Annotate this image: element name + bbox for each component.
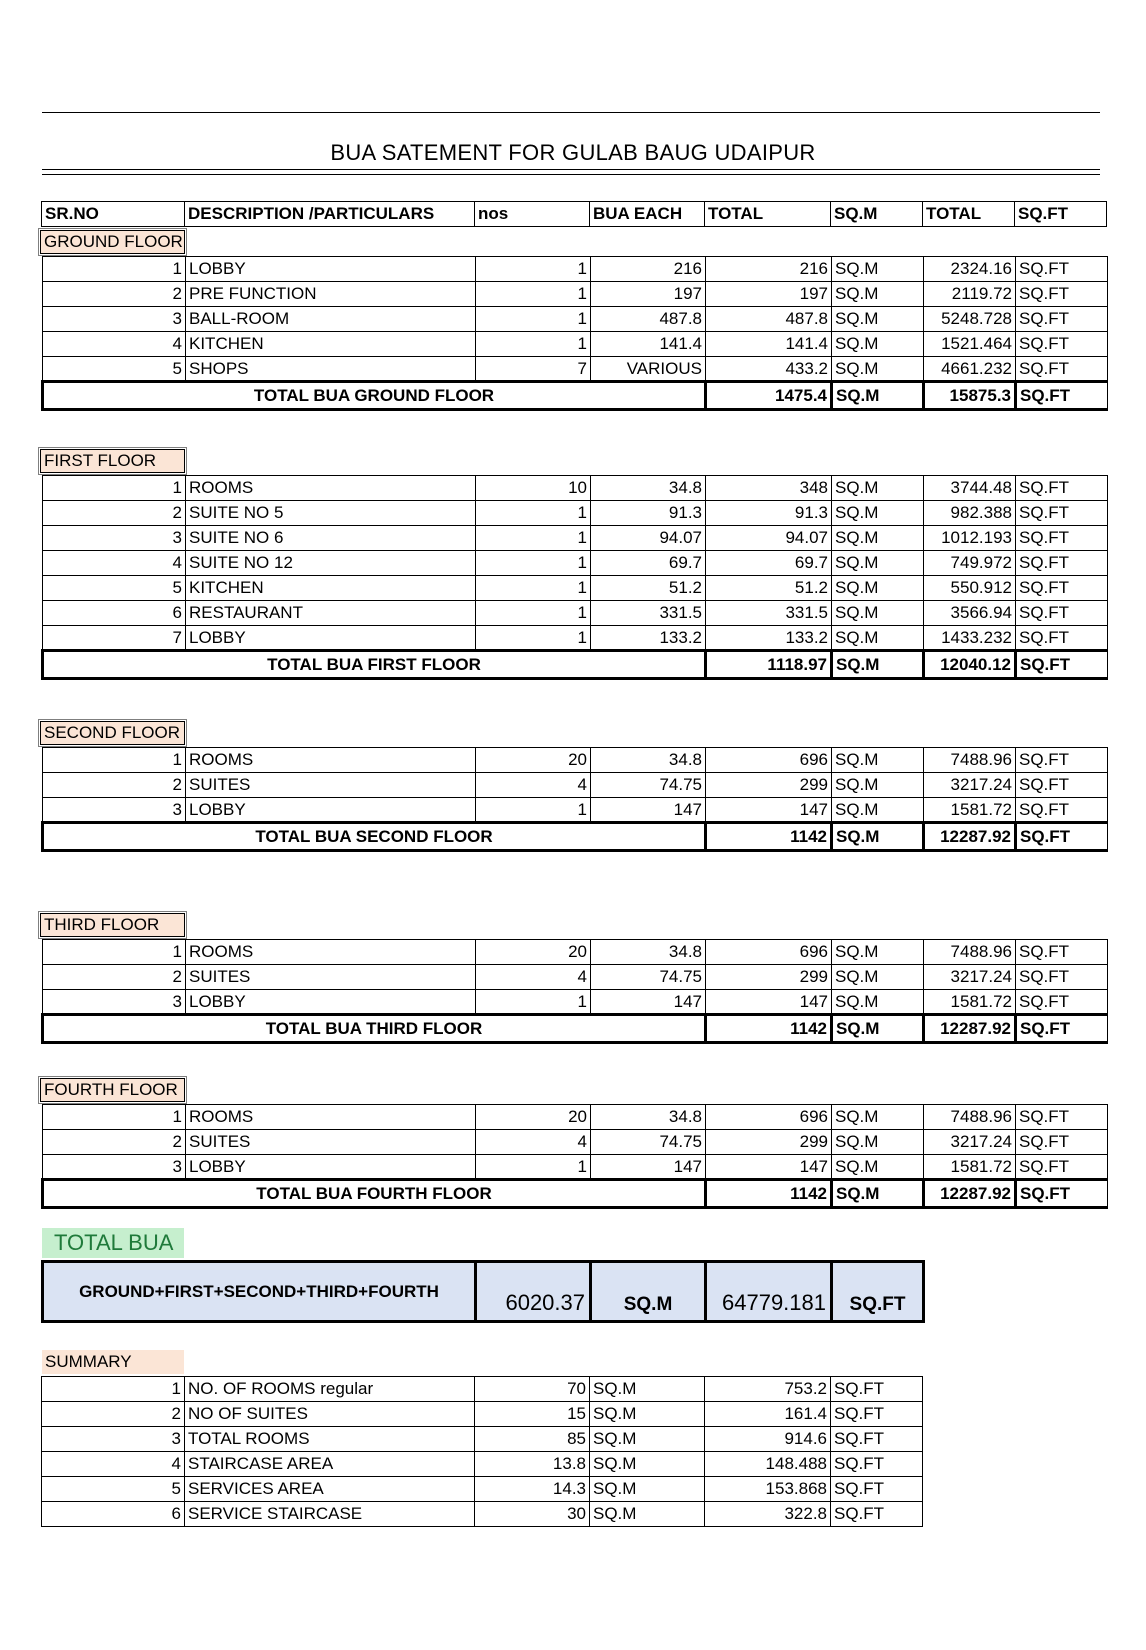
- title-rule-lower: [42, 174, 1100, 175]
- nos-cell: 1: [476, 798, 591, 823]
- sqft-unit-cell: SQ.FT: [1016, 501, 1108, 526]
- table-row: [43, 282, 1108, 307]
- nos-cell: 1: [476, 282, 591, 307]
- sr-no-cell: 1: [43, 748, 186, 773]
- floor-table: [41, 747, 1108, 852]
- header-description: DESCRIPTION /PARTICULARS: [185, 202, 475, 227]
- description-cell: TOTAL ROOMS: [185, 1427, 475, 1452]
- description-cell: SERVICES AREA: [185, 1477, 475, 1502]
- floor-total-sqft-unit: SQ.FT: [1016, 1015, 1108, 1043]
- sqm-unit-cell: SQ.M: [832, 501, 924, 526]
- sqft-value-cell: 753.2: [705, 1377, 831, 1402]
- nos-cell: 20: [476, 1105, 591, 1130]
- nos-cell: 7: [476, 357, 591, 382]
- floor-total-row: [43, 651, 1108, 679]
- nos-cell: 4: [476, 773, 591, 798]
- sqft-unit-cell: SQ.FT: [831, 1427, 923, 1452]
- summary-label: SUMMARY: [42, 1350, 184, 1374]
- nos-cell: 1: [476, 990, 591, 1015]
- nos-cell: 4: [476, 1130, 591, 1155]
- bua-each-cell: 51.2: [591, 576, 706, 601]
- sr-no-cell: 2: [43, 1130, 186, 1155]
- grand-total-sqft: 64779.181: [706, 1262, 832, 1322]
- total-sqft-cell: 3217.24: [924, 773, 1016, 798]
- sr-no-cell: 6: [43, 601, 186, 626]
- sqm-unit-cell: SQ.M: [832, 965, 924, 990]
- sr-no-cell: 3: [43, 798, 186, 823]
- floor-label: SECOND FLOOR: [40, 721, 185, 745]
- description-cell: SUITES: [186, 773, 476, 798]
- sqft-unit-cell: SQ.FT: [1016, 798, 1108, 823]
- sqm-unit-cell: SQ.M: [832, 990, 924, 1015]
- bua-each-cell: 34.8: [591, 1105, 706, 1130]
- bua-each-cell: 141.4: [591, 332, 706, 357]
- total-sqft-cell: 982.388: [924, 501, 1016, 526]
- bua-each-cell: 69.7: [591, 551, 706, 576]
- table-row: [43, 476, 1108, 501]
- sr-no-cell: 1: [42, 1377, 185, 1402]
- sr-no-cell: 1: [43, 1105, 186, 1130]
- sqm-unit-cell: SQ.M: [832, 773, 924, 798]
- floor-total-row: [43, 382, 1108, 410]
- sr-no-cell: 1: [43, 476, 186, 501]
- sr-no-cell: 2: [43, 282, 186, 307]
- nos-cell: 1: [476, 257, 591, 282]
- sr-no-cell: 7: [43, 626, 186, 651]
- sqm-unit-cell: SQ.M: [590, 1402, 705, 1427]
- sqft-unit-cell: SQ.FT: [1016, 1130, 1108, 1155]
- description-cell: SHOPS: [186, 357, 476, 382]
- floor-total-sqm: 1475.4: [706, 382, 832, 410]
- sr-no-cell: 4: [42, 1452, 185, 1477]
- total-sqm-cell: 147: [706, 1155, 832, 1180]
- nos-cell: 1: [476, 626, 591, 651]
- description-cell: LOBBY: [186, 1155, 476, 1180]
- grand-total-sqft-unit: SQ.FT: [832, 1262, 924, 1322]
- floor-total-sqft: 12287.92: [924, 1015, 1016, 1043]
- nos-cell: 1: [476, 576, 591, 601]
- sqm-unit-cell: SQ.M: [832, 257, 924, 282]
- floor-total-sqm-unit: SQ.M: [832, 1015, 924, 1043]
- summary-row: [42, 1377, 923, 1402]
- description-cell: LOBBY: [186, 990, 476, 1015]
- sqm-unit-cell: SQ.M: [832, 282, 924, 307]
- floor-total-label: TOTAL BUA FOURTH FLOOR: [43, 1180, 706, 1208]
- total-sqm-cell: 487.8: [706, 307, 832, 332]
- sqm-unit-cell: SQ.M: [590, 1427, 705, 1452]
- sr-no-cell: 3: [43, 307, 186, 332]
- table-row: [43, 748, 1108, 773]
- table-row: [43, 798, 1108, 823]
- value-cell: 85: [475, 1427, 590, 1452]
- sqft-unit-cell: SQ.FT: [1016, 357, 1108, 382]
- total-sqm-cell: 433.2: [706, 357, 832, 382]
- total-sqft-cell: 1581.72: [924, 990, 1016, 1015]
- sr-no-cell: 5: [43, 357, 186, 382]
- header-srno: SR.NO: [42, 202, 185, 227]
- total-sqft-cell: 1521.464: [924, 332, 1016, 357]
- description-cell: LOBBY: [186, 798, 476, 823]
- floor-total-sqm: 1142: [706, 1015, 832, 1043]
- total-sqft-cell: 3744.48: [924, 476, 1016, 501]
- sqft-unit-cell: SQ.FT: [1016, 476, 1108, 501]
- sqft-unit-cell: SQ.FT: [1016, 307, 1108, 332]
- floor-label: THIRD FLOOR: [40, 913, 185, 937]
- header-total-sqm: TOTAL: [705, 202, 831, 227]
- top-rule: [42, 112, 1100, 113]
- total-sqm-cell: 133.2: [706, 626, 832, 651]
- total-sqm-cell: 696: [706, 748, 832, 773]
- sqft-unit-cell: SQ.FT: [1016, 526, 1108, 551]
- sr-no-cell: 4: [43, 551, 186, 576]
- table-row: [43, 357, 1108, 382]
- floor-total-sqm-unit: SQ.M: [832, 651, 924, 679]
- description-cell: KITCHEN: [186, 332, 476, 357]
- header-bua-each: BUA EACH: [590, 202, 705, 227]
- description-cell: SUITE NO 5: [186, 501, 476, 526]
- header-sqft-unit: SQ.FT: [1015, 202, 1107, 227]
- sqft-unit-cell: SQ.FT: [831, 1452, 923, 1477]
- floor-total-sqft-unit: SQ.FT: [1016, 382, 1108, 410]
- sqm-unit-cell: SQ.M: [832, 576, 924, 601]
- sqft-unit-cell: SQ.FT: [1016, 257, 1108, 282]
- table-row: [43, 576, 1108, 601]
- nos-cell: 20: [476, 940, 591, 965]
- table-row: [43, 1130, 1108, 1155]
- description-cell: BALL-ROOM: [186, 307, 476, 332]
- sqm-unit-cell: SQ.M: [832, 940, 924, 965]
- sqft-unit-cell: SQ.FT: [831, 1377, 923, 1402]
- sr-no-cell: 3: [43, 990, 186, 1015]
- total-sqm-cell: 299: [706, 773, 832, 798]
- table-row: [43, 965, 1108, 990]
- total-sqm-cell: 94.07: [706, 526, 832, 551]
- sqm-unit-cell: SQ.M: [832, 601, 924, 626]
- table-row: [43, 1105, 1108, 1130]
- table-row: [43, 1155, 1108, 1180]
- total-sqm-cell: 299: [706, 1130, 832, 1155]
- sqm-unit-cell: SQ.M: [590, 1502, 705, 1527]
- column-header-row: [41, 201, 1107, 227]
- total-sqft-cell: 1433.232: [924, 626, 1016, 651]
- sqft-value-cell: 322.8: [705, 1502, 831, 1527]
- table-row: [43, 773, 1108, 798]
- total-sqft-cell: 4661.232: [924, 357, 1016, 382]
- bua-each-cell: 34.8: [591, 748, 706, 773]
- grand-total-row: [41, 1260, 925, 1323]
- sqft-unit-cell: SQ.FT: [1016, 601, 1108, 626]
- description-cell: ROOMS: [186, 748, 476, 773]
- total-sqm-cell: 51.2: [706, 576, 832, 601]
- sqft-unit-cell: SQ.FT: [1016, 940, 1108, 965]
- description-cell: ROOMS: [186, 940, 476, 965]
- header-total-sqft: TOTAL: [923, 202, 1015, 227]
- description-cell: LOBBY: [186, 626, 476, 651]
- nos-cell: 1: [476, 601, 591, 626]
- sr-no-cell: 6: [42, 1502, 185, 1527]
- sqm-unit-cell: SQ.M: [832, 1130, 924, 1155]
- grand-total-description: GROUND+FIRST+SECOND+THIRD+FOURTH: [43, 1262, 476, 1322]
- total-sqft-cell: 3217.24: [924, 1130, 1016, 1155]
- total-sqft-cell: 2119.72: [924, 282, 1016, 307]
- summary-row: [42, 1452, 923, 1477]
- floor-total-label: TOTAL BUA GROUND FLOOR: [43, 382, 706, 410]
- total-sqft-cell: 2324.16: [924, 257, 1016, 282]
- sqm-unit-cell: SQ.M: [832, 1105, 924, 1130]
- total-sqft-cell: 749.972: [924, 551, 1016, 576]
- bua-each-cell: 94.07: [591, 526, 706, 551]
- description-cell: LOBBY: [186, 257, 476, 282]
- nos-cell: 10: [476, 476, 591, 501]
- table-row: [43, 990, 1108, 1015]
- bua-each-cell: VARIOUS: [591, 357, 706, 382]
- floor-total-sqm: 1142: [706, 1180, 832, 1208]
- total-sqft-cell: 1581.72: [924, 1155, 1016, 1180]
- table-row: [43, 601, 1108, 626]
- description-cell: SUITES: [186, 1130, 476, 1155]
- table-row: [43, 257, 1108, 282]
- floor-total-row: [43, 1180, 1108, 1208]
- sqm-unit-cell: SQ.M: [832, 357, 924, 382]
- bua-each-cell: 197: [591, 282, 706, 307]
- sqm-unit-cell: SQ.M: [832, 476, 924, 501]
- sqm-unit-cell: SQ.M: [832, 332, 924, 357]
- description-cell: ROOMS: [186, 476, 476, 501]
- sqft-value-cell: 148.488: [705, 1452, 831, 1477]
- table-row: [43, 551, 1108, 576]
- table-row: [43, 307, 1108, 332]
- value-cell: 13.8: [475, 1452, 590, 1477]
- table-row: [43, 501, 1108, 526]
- sqft-unit-cell: SQ.FT: [831, 1502, 923, 1527]
- floor-table: [41, 256, 1108, 411]
- sr-no-cell: 2: [43, 501, 186, 526]
- grand-total-sqm: 6020.37: [476, 1262, 591, 1322]
- total-sqm-cell: 216: [706, 257, 832, 282]
- sqft-unit-cell: SQ.FT: [1016, 332, 1108, 357]
- sqft-unit-cell: SQ.FT: [1016, 773, 1108, 798]
- nos-cell: 1: [476, 501, 591, 526]
- sr-no-cell: 2: [43, 965, 186, 990]
- value-cell: 70: [475, 1377, 590, 1402]
- nos-cell: 1: [476, 1155, 591, 1180]
- floor-total-sqft: 12287.92: [924, 823, 1016, 851]
- total-sqm-cell: 141.4: [706, 332, 832, 357]
- description-cell: SUITE NO 6: [186, 526, 476, 551]
- description-cell: SERVICE STAIRCASE: [185, 1502, 475, 1527]
- total-sqft-cell: 5248.728: [924, 307, 1016, 332]
- total-sqm-cell: 69.7: [706, 551, 832, 576]
- header-nos: nos: [475, 202, 590, 227]
- value-cell: 14.3: [475, 1477, 590, 1502]
- total-sqm-cell: 299: [706, 965, 832, 990]
- floor-total-sqm-unit: SQ.M: [832, 1180, 924, 1208]
- total-sqft-cell: 3566.94: [924, 601, 1016, 626]
- sr-no-cell: 3: [43, 526, 186, 551]
- sr-no-cell: 3: [42, 1427, 185, 1452]
- nos-cell: 1: [476, 332, 591, 357]
- sqm-unit-cell: SQ.M: [832, 551, 924, 576]
- sr-no-cell: 4: [43, 332, 186, 357]
- sqft-unit-cell: SQ.FT: [1016, 551, 1108, 576]
- bua-each-cell: 34.8: [591, 940, 706, 965]
- floor-table: [41, 1104, 1108, 1209]
- bua-each-cell: 216: [591, 257, 706, 282]
- table-row: [43, 626, 1108, 651]
- sqft-unit-cell: SQ.FT: [831, 1477, 923, 1502]
- nos-cell: 20: [476, 748, 591, 773]
- floor-total-sqm: 1118.97: [706, 651, 832, 679]
- floor-label: FIRST FLOOR: [40, 449, 185, 473]
- sr-no-cell: 1: [43, 940, 186, 965]
- sr-no-cell: 1: [43, 257, 186, 282]
- description-cell: ROOMS: [186, 1105, 476, 1130]
- bua-each-cell: 133.2: [591, 626, 706, 651]
- floor-total-sqft-unit: SQ.FT: [1016, 823, 1108, 851]
- bua-each-cell: 147: [591, 1155, 706, 1180]
- sqft-unit-cell: SQ.FT: [1016, 1155, 1108, 1180]
- value-cell: 15: [475, 1402, 590, 1427]
- sqft-unit-cell: SQ.FT: [831, 1402, 923, 1427]
- floor-total-sqm: 1142: [706, 823, 832, 851]
- floor-total-row: [43, 823, 1108, 851]
- bua-each-cell: 147: [591, 798, 706, 823]
- title-rule-upper: [42, 169, 1100, 170]
- total-sqm-cell: 696: [706, 1105, 832, 1130]
- total-bua-label: TOTAL BUA: [42, 1228, 184, 1258]
- floor-total-sqft-unit: SQ.FT: [1016, 651, 1108, 679]
- total-sqm-cell: 331.5: [706, 601, 832, 626]
- sr-no-cell: 2: [43, 773, 186, 798]
- total-sqft-cell: 550.912: [924, 576, 1016, 601]
- sqm-unit-cell: SQ.M: [590, 1377, 705, 1402]
- sqft-unit-cell: SQ.FT: [1016, 748, 1108, 773]
- bua-each-cell: 34.8: [591, 476, 706, 501]
- table-row: [43, 526, 1108, 551]
- floor-total-row: [43, 1015, 1108, 1043]
- floor-table: [41, 475, 1108, 680]
- floor-total-label: TOTAL BUA SECOND FLOOR: [43, 823, 706, 851]
- sqm-unit-cell: SQ.M: [590, 1452, 705, 1477]
- sr-no-cell: 3: [43, 1155, 186, 1180]
- sqft-value-cell: 914.6: [705, 1427, 831, 1452]
- sr-no-cell: 5: [43, 576, 186, 601]
- floor-total-sqm-unit: SQ.M: [832, 823, 924, 851]
- nos-cell: 1: [476, 526, 591, 551]
- summary-table: [41, 1376, 923, 1527]
- sqm-unit-cell: SQ.M: [832, 748, 924, 773]
- description-cell: KITCHEN: [186, 576, 476, 601]
- sqft-unit-cell: SQ.FT: [1016, 576, 1108, 601]
- table-row: [43, 940, 1108, 965]
- grand-total-sqm-unit: SQ.M: [591, 1262, 706, 1322]
- floor-total-sqft-unit: SQ.FT: [1016, 1180, 1108, 1208]
- total-sqft-cell: 1581.72: [924, 798, 1016, 823]
- summary-row: [42, 1502, 923, 1527]
- floor-total-label: TOTAL BUA FIRST FLOOR: [43, 651, 706, 679]
- floor-label: FOURTH FLOOR: [40, 1078, 185, 1102]
- sqft-unit-cell: SQ.FT: [1016, 282, 1108, 307]
- total-sqm-cell: 91.3: [706, 501, 832, 526]
- value-cell: 30: [475, 1502, 590, 1527]
- summary-row: [42, 1477, 923, 1502]
- nos-cell: 4: [476, 965, 591, 990]
- sqft-unit-cell: SQ.FT: [1016, 626, 1108, 651]
- sr-no-cell: 2: [42, 1402, 185, 1427]
- sqm-unit-cell: SQ.M: [832, 626, 924, 651]
- description-cell: RESTAURANT: [186, 601, 476, 626]
- bua-each-cell: 74.75: [591, 773, 706, 798]
- sr-no-cell: 5: [42, 1477, 185, 1502]
- sqft-value-cell: 153.868: [705, 1477, 831, 1502]
- bua-each-cell: 91.3: [591, 501, 706, 526]
- sqm-unit-cell: SQ.M: [832, 798, 924, 823]
- total-sqm-cell: 197: [706, 282, 832, 307]
- bua-each-cell: 74.75: [591, 1130, 706, 1155]
- description-cell: SUITE NO 12: [186, 551, 476, 576]
- sqft-unit-cell: SQ.FT: [1016, 965, 1108, 990]
- sqft-unit-cell: SQ.FT: [1016, 1105, 1108, 1130]
- sqm-unit-cell: SQ.M: [832, 526, 924, 551]
- bua-each-cell: 331.5: [591, 601, 706, 626]
- nos-cell: 1: [476, 551, 591, 576]
- total-sqm-cell: 348: [706, 476, 832, 501]
- summary-row: [42, 1402, 923, 1427]
- header-sqm-unit: SQ.M: [831, 202, 923, 227]
- page-title: BUA SATEMENT FOR GULAB BAUG UDAIPUR: [330, 140, 816, 165]
- total-sqft-cell: 7488.96: [924, 1105, 1016, 1130]
- sqft-value-cell: 161.4: [705, 1402, 831, 1427]
- bua-each-cell: 74.75: [591, 965, 706, 990]
- description-cell: SUITES: [186, 965, 476, 990]
- sqm-unit-cell: SQ.M: [590, 1477, 705, 1502]
- bua-each-cell: 487.8: [591, 307, 706, 332]
- total-sqm-cell: 147: [706, 990, 832, 1015]
- floor-label: GROUND FLOOR: [40, 230, 185, 254]
- sqft-unit-cell: SQ.FT: [1016, 990, 1108, 1015]
- total-sqm-cell: 696: [706, 940, 832, 965]
- floor-total-sqft: 12040.12: [924, 651, 1016, 679]
- total-sqft-cell: 7488.96: [924, 940, 1016, 965]
- floor-total-sqft: 12287.92: [924, 1180, 1016, 1208]
- sqm-unit-cell: SQ.M: [832, 307, 924, 332]
- bua-each-cell: 147: [591, 990, 706, 1015]
- total-sqm-cell: 147: [706, 798, 832, 823]
- description-cell: NO OF SUITES: [185, 1402, 475, 1427]
- total-sqft-cell: 7488.96: [924, 748, 1016, 773]
- table-row: [43, 332, 1108, 357]
- nos-cell: 1: [476, 307, 591, 332]
- floor-total-label: TOTAL BUA THIRD FLOOR: [43, 1015, 706, 1043]
- floor-table: [41, 939, 1108, 1044]
- total-sqft-cell: 3217.24: [924, 965, 1016, 990]
- summary-row: [42, 1427, 923, 1452]
- floor-total-sqft: 15875.3: [924, 382, 1016, 410]
- sqm-unit-cell: SQ.M: [832, 1155, 924, 1180]
- total-sqft-cell: 1012.193: [924, 526, 1016, 551]
- description-cell: STAIRCASE AREA: [185, 1452, 475, 1477]
- description-cell: PRE FUNCTION: [186, 282, 476, 307]
- description-cell: NO. OF ROOMS regular: [185, 1377, 475, 1402]
- floor-total-sqm-unit: SQ.M: [832, 382, 924, 410]
